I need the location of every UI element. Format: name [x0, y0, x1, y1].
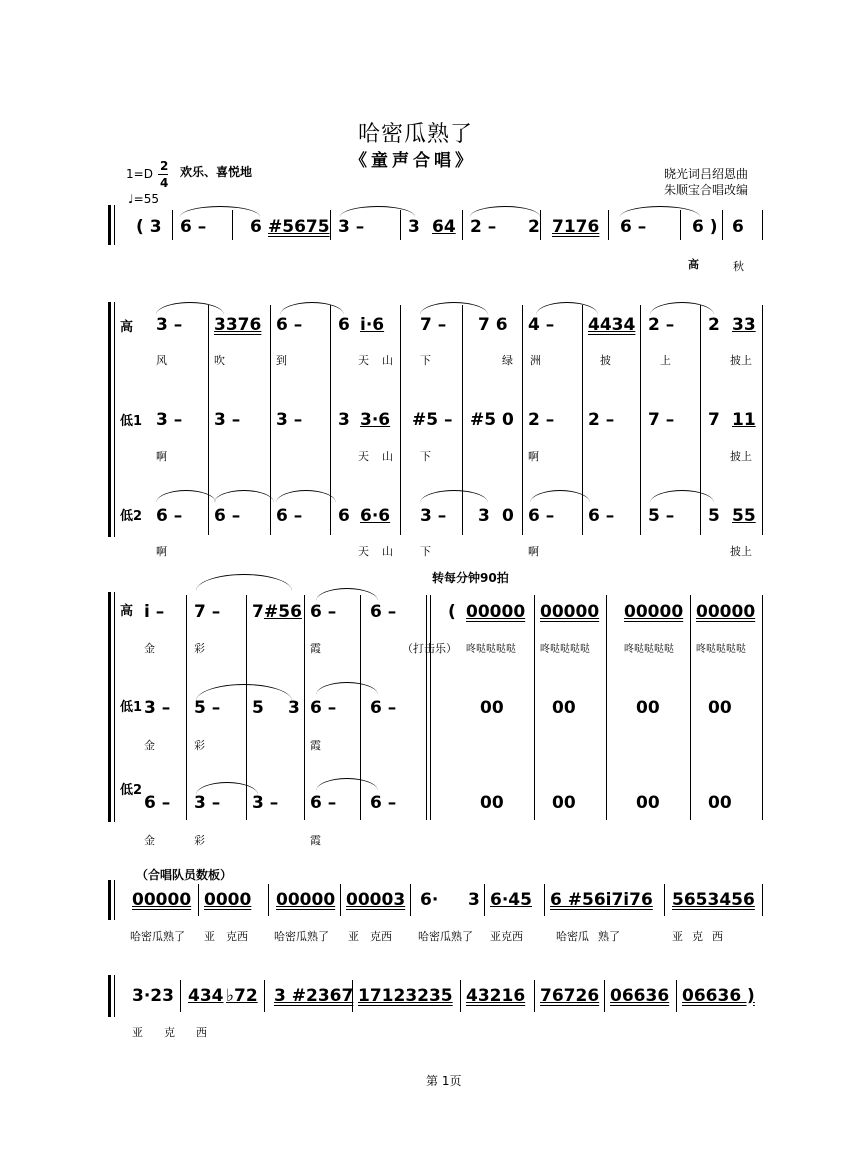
lyric: 下 — [420, 545, 431, 558]
note: 3 — [338, 410, 350, 430]
lyric: 披上 — [730, 545, 752, 558]
note: 2 — [528, 217, 540, 237]
time-signature-line — [158, 174, 168, 175]
note: 7 – — [648, 410, 675, 430]
note: 5 — [708, 506, 720, 526]
lyric: 绿 — [502, 354, 513, 367]
note: 6 – — [528, 506, 555, 526]
note: 434 — [188, 986, 224, 1006]
lyric: 彩 — [194, 642, 205, 655]
lyric: 哈密瓜熟了 — [274, 930, 329, 943]
lyric: 天 — [358, 545, 369, 558]
note: 6 – — [620, 217, 647, 237]
note: 3376 — [214, 315, 262, 335]
note: 3·6 — [360, 410, 391, 430]
note: 7 6 — [478, 315, 508, 335]
lyric: 霞 — [310, 642, 321, 655]
lyric: 哈密瓜 — [556, 930, 589, 943]
note: 00 — [552, 698, 576, 718]
key-signature: 1=D — [126, 167, 153, 181]
lyric: 霞 — [310, 739, 321, 752]
lyric: 咚哒哒哒哒 — [696, 644, 746, 655]
note: 2 – — [528, 410, 555, 430]
lyric: 天 — [358, 354, 369, 367]
note: 6 – — [370, 698, 397, 718]
note: 00000 — [696, 602, 756, 622]
lyric: 洲 — [530, 354, 541, 367]
lyric: 咚哒哒哒哒 — [624, 644, 674, 655]
note: 64 — [432, 217, 456, 237]
section-label: （合唱队员数板） — [136, 868, 233, 882]
note: 6· — [420, 890, 439, 910]
note: 6 – — [180, 217, 207, 237]
lyric: 克 — [692, 930, 703, 943]
note: 00003 — [346, 890, 406, 910]
lyric: 亚 — [348, 930, 359, 943]
note: 6 – — [310, 698, 337, 718]
note: 3 – — [420, 506, 447, 526]
credits-line-2: 朱顺宝合唱改编 — [664, 183, 749, 197]
note: 3 — [408, 217, 420, 237]
system-brace — [108, 302, 111, 537]
lyric: 亚克西 — [490, 930, 523, 943]
page-title: 哈密瓜熟了 — [358, 122, 474, 147]
lyric: 风 — [156, 354, 167, 367]
note: 33 — [732, 315, 756, 335]
lyric: 披上 — [730, 354, 752, 367]
lyric: 下 — [420, 354, 431, 367]
lyric: 彩 — [194, 834, 205, 847]
lyric: 彩 — [194, 739, 205, 752]
note: 7 — [708, 410, 720, 430]
note: 00000 — [276, 890, 336, 910]
note: #56 — [264, 602, 302, 622]
expression-mark: 欢乐、喜悦地 — [180, 165, 253, 179]
note: 00000 — [466, 602, 526, 622]
tempo-mark: ♩=55 — [128, 192, 159, 206]
note: 3 – — [252, 793, 279, 813]
note: 2 – — [648, 315, 675, 335]
note: 6 — [250, 217, 262, 237]
note: 00 — [552, 793, 576, 813]
note: 06636 — [610, 986, 670, 1006]
note: 6 – — [276, 506, 303, 526]
lyric: 哈密瓜熟了 — [130, 930, 185, 943]
note: 6 – — [310, 793, 337, 813]
system-brace — [108, 205, 111, 245]
lyric: 咚哒哒哒哒 — [540, 644, 590, 655]
note: ♭72 — [226, 986, 258, 1006]
note: 17123235 — [358, 986, 453, 1006]
lyric: 亚 — [132, 1026, 143, 1039]
note: 4 – — [528, 315, 555, 335]
lyric: 山 — [382, 450, 393, 463]
note: 3 – — [276, 410, 303, 430]
note: 3·23 — [132, 986, 174, 1006]
system-brace — [108, 880, 111, 920]
note: 00 — [480, 698, 504, 718]
note: 6 — [732, 217, 744, 237]
lyric: 天 — [358, 450, 369, 463]
note: 76726 — [540, 986, 600, 1006]
note: 00 — [708, 793, 732, 813]
voice-label-low1: 低1 — [120, 414, 143, 429]
note: 3 – — [214, 410, 241, 430]
credits-line-1: 晓光词吕绍恩曲 — [664, 167, 749, 181]
note: 4434 — [588, 315, 636, 335]
note: i – — [144, 602, 165, 622]
note: #5 – — [412, 410, 453, 430]
note: 3 – — [338, 217, 365, 237]
note: 6 — [338, 315, 350, 335]
note: 3 #2367 — [274, 986, 354, 1006]
note: 6 – — [588, 506, 615, 526]
note: 3 — [288, 698, 300, 718]
note: 2 – — [470, 217, 497, 237]
note: 6·6 — [360, 506, 391, 526]
note: 7 – — [194, 602, 221, 622]
page-number: 第 1页 — [426, 1074, 462, 1088]
note: 7 — [252, 602, 264, 622]
lyric: 啊 — [528, 450, 539, 463]
note: 43216 — [466, 986, 526, 1006]
note: 11 — [732, 410, 756, 430]
lyric: 下 — [420, 450, 431, 463]
lyric: 亚 — [672, 930, 683, 943]
note: 6 – — [214, 506, 241, 526]
note: i·6 — [360, 315, 385, 335]
lyric: 金 — [144, 739, 155, 752]
lyric: 霞 — [310, 834, 321, 847]
page-subtitle: 《童声合唱》 — [350, 151, 476, 171]
note: 3 – — [144, 698, 171, 718]
lyric: 山 — [382, 354, 393, 367]
system-brace — [108, 592, 111, 822]
note: 00000 — [540, 602, 600, 622]
lyric: 哈密瓜熟了 — [418, 930, 473, 943]
voice-label-low2: 低2 — [120, 783, 143, 798]
lyric: 秋 — [733, 260, 744, 273]
lyric: 西 — [712, 930, 723, 943]
voice-label-low1: 低1 — [120, 700, 143, 715]
voice-label-high: 高 — [120, 604, 134, 619]
note: 3 – — [194, 793, 221, 813]
lyric: 披 — [600, 354, 611, 367]
lyric: 熟了 — [598, 930, 620, 943]
note: 5653456 — [672, 890, 755, 910]
note: 6 — [338, 506, 350, 526]
lyric: 金 — [144, 642, 155, 655]
tempo-change: 转每分钟90拍 — [432, 571, 509, 585]
note: 00000 — [132, 890, 192, 910]
note: ( 3 — [136, 217, 162, 237]
note: 5 – — [648, 506, 675, 526]
voice-label-low2: 低2 — [120, 509, 143, 524]
system-brace — [108, 975, 111, 1017]
lyric: 披上 — [730, 450, 752, 463]
note: 3 — [478, 506, 490, 526]
note: 6 ) — [692, 217, 718, 237]
note: 3 – — [156, 315, 183, 335]
lyric: 山 — [382, 545, 393, 558]
lyric: 金 — [144, 834, 155, 847]
lyric: 咚哒哒哒哒 — [466, 644, 516, 655]
note: 6 – — [310, 602, 337, 622]
note: 6 #56i7i76 — [550, 890, 653, 910]
note: 0000 — [204, 890, 252, 910]
note: 2 – — [588, 410, 615, 430]
time-signature-bottom: 4 — [160, 176, 169, 190]
lyric: 吹 — [214, 354, 225, 367]
lyric: 亚 — [204, 930, 215, 943]
note: 5 – — [194, 698, 221, 718]
note: 6 – — [370, 602, 397, 622]
note: 06636 ) — [682, 986, 755, 1006]
note: 7176 — [552, 217, 600, 237]
time-signature-top: 2 — [160, 159, 169, 173]
note: 6 – — [370, 793, 397, 813]
lyric: 克西 — [226, 930, 248, 943]
lyric: 西 — [196, 1026, 207, 1039]
note: 00 — [708, 698, 732, 718]
note: 6 – — [156, 506, 183, 526]
note: 2 — [708, 315, 720, 335]
note: 00 — [636, 698, 660, 718]
lyric: 克西 — [370, 930, 392, 943]
note: 00 — [480, 793, 504, 813]
lyric: 到 — [276, 354, 287, 367]
note: 6·45 — [490, 890, 532, 910]
note: 00000 — [624, 602, 684, 622]
note: 6 – — [144, 793, 171, 813]
lyric: 啊 — [528, 545, 539, 558]
note: 5 — [252, 698, 264, 718]
note: 55 — [732, 506, 756, 526]
note: ( — [448, 602, 456, 622]
note: 7 – — [420, 315, 447, 335]
note: 3 — [468, 890, 480, 910]
note: 00 — [636, 793, 660, 813]
lyric: 克 — [164, 1026, 175, 1039]
note: 0 — [502, 410, 514, 430]
lyric: 啊 — [156, 545, 167, 558]
lyric: 啊 — [156, 450, 167, 463]
note: 6 – — [276, 315, 303, 335]
note: 0 — [502, 506, 514, 526]
lyric: 高 — [688, 258, 699, 271]
voice-label-high: 高 — [120, 320, 134, 335]
lyric: 上 — [660, 354, 671, 367]
note: 3 – — [156, 410, 183, 430]
percussion-label: （打击乐） — [402, 642, 457, 655]
note: #5675 — [268, 217, 330, 237]
note: #5 — [470, 410, 497, 430]
